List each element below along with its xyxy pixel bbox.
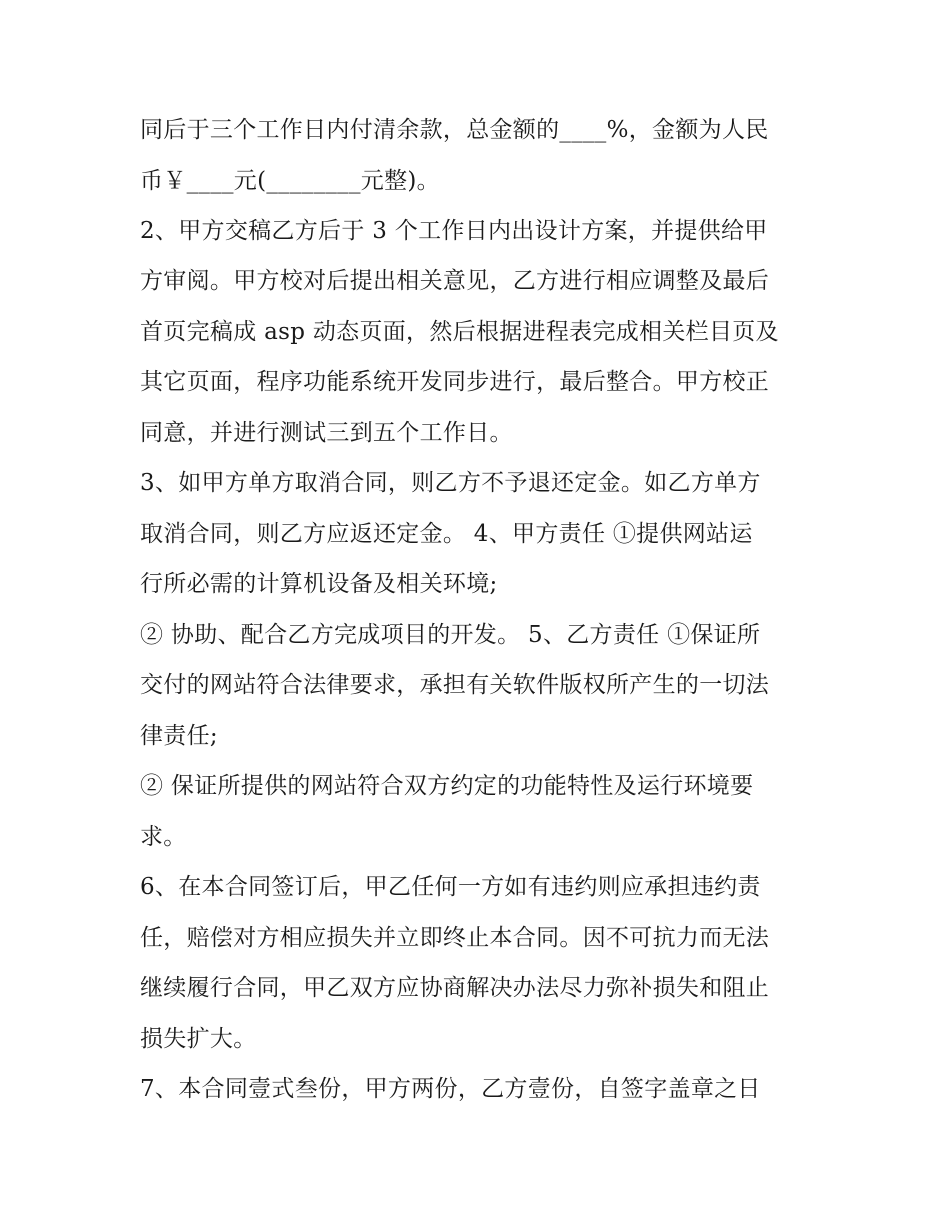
text-line: 同后于三个工作日内付清余款，总金额的____%，金额为人民 (140, 117, 769, 143)
text-line: 其它页面，程序功能系统开发同步进行，最后整合。甲方校正 (140, 369, 770, 395)
text-line: 币￥____元(________元整)。 (140, 168, 440, 194)
text-line: 取消合同，则乙方应返还定金。 4、甲方责任 ①提供网站运 (140, 521, 753, 547)
text-line: 继续履行合同，甲乙双方应协商解决办法尽力弥补损失和阻止 (140, 975, 770, 1001)
text-line: 律责任; (140, 723, 218, 749)
text-line: ② 协助、配合乙方完成项目的开发。 5、乙方责任 ①保证所 (140, 622, 761, 648)
text-line: 3、如甲方单方取消合同，则乙方不予退还定金。如乙方单方 (140, 470, 761, 496)
text-line: 求。 (140, 824, 187, 850)
text-line: 损失扩大。 (140, 1026, 257, 1052)
text-line: 同意，并进行测试三到五个工作日。 (140, 420, 513, 446)
text-line: 行所必需的计算机设备及相关环境; (140, 571, 498, 597)
text-line: 6、在本合同签订后，甲乙任何一方如有违约则应承担违约责 (140, 874, 761, 900)
text-line: 7、本合同壹式叁份，甲方两份，乙方壹份，自签字盖章之日 (140, 1076, 761, 1102)
text-line: ② 保证所提供的网站符合双方约定的功能特性及运行环境要 (140, 773, 754, 799)
text-line: 方审阅。甲方校对后提出相关意见，乙方进行相应调整及最后 (140, 268, 770, 294)
text-line: 首页完稿成 asp 动态页面，然后根据进程表完成相关栏目页及 (140, 319, 779, 345)
text-line: 任，赔偿对方相应损失并立即终止本合同。因不可抗力而无法 (140, 925, 770, 951)
text-line: 交付的网站符合法律要求，承担有关软件版权所产生的一切法 (140, 672, 770, 698)
text-line: 2、甲方交稿乙方后于 3 个工作日内出设计方案，并提供给甲 (140, 218, 768, 244)
